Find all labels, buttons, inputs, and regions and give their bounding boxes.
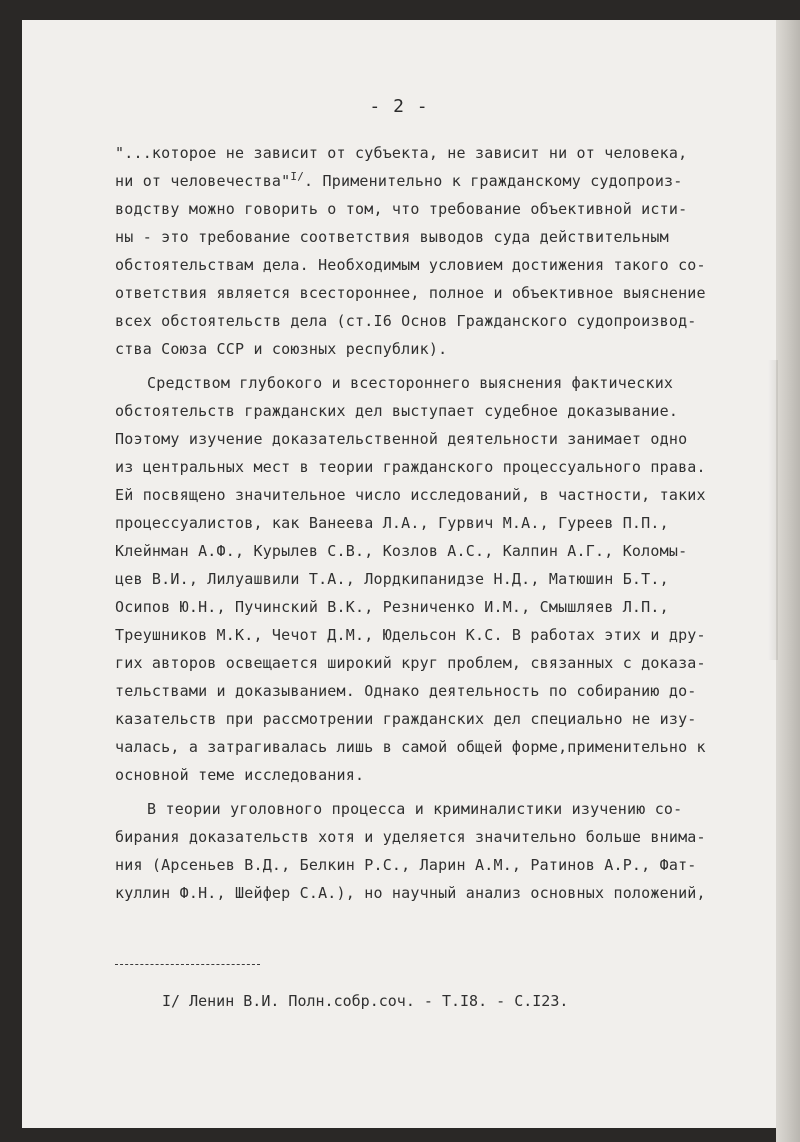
text-line-5: обстоятельствам дела. Необходимым условием достижения такого со- bbox=[115, 256, 706, 274]
page-shadow bbox=[768, 360, 778, 660]
text-line-1: "...которое не зависит от субъекта, не зависит ни от человека, bbox=[115, 144, 688, 162]
text-line-25: бирания доказательств хотя и уделяется значительно больше внима- bbox=[115, 828, 706, 846]
page-edge bbox=[776, 20, 800, 1142]
text-line-6: ответствия является всестороннее, полное и объективное выяснение bbox=[115, 284, 706, 302]
text-line-10: обстоятельств гражданских дел выступает судебное доказывание. bbox=[115, 402, 679, 420]
text-line-9: Средством глубокого и всестороннего выяснения фактических bbox=[147, 374, 674, 392]
text-line-14: процессуалистов, как Ванеева Л.А., Гурвич М.А., Гуреев П.П., bbox=[115, 514, 669, 532]
text-line-24: В теории уголовного процесса и криминалистики изучению со- bbox=[147, 800, 683, 818]
footnote-separator bbox=[115, 964, 260, 965]
text-line-3: водству можно говорить о том, что требование объективной исти- bbox=[115, 200, 688, 218]
text-line-4: ны - это требование соответствия выводов суда действительным bbox=[115, 228, 669, 246]
text-line-18: Треушников М.К., Чечот Д.М., Юдельсон К.С. В работах этих и дру- bbox=[115, 626, 706, 644]
text-line-22: чалась, а затрагивалась лишь в самой общей форме,применительно к bbox=[115, 738, 706, 756]
text-line-15: Клейнман А.Ф., Курылев С.В., Козлов А.С., Калпин А.Г., Коломы- bbox=[115, 542, 688, 560]
footnote: I/ Ленин В.И. Полн.собр.соч. - Т.I8. - С.I23. bbox=[162, 992, 569, 1010]
text-line-12: из центральных мест в теории гражданского процессуального права. bbox=[115, 458, 706, 476]
text-line-11: Поэтому изучение доказательственной деятельности занимает одно bbox=[115, 430, 688, 448]
text-line-23: основной теме исследования. bbox=[115, 766, 365, 784]
text-line-20: тельствами и доказыванием. Однако деятельность по собиранию до- bbox=[115, 682, 697, 700]
text-line-19: гих авторов освещается широкий круг проблем, связанных с доказа- bbox=[115, 654, 706, 672]
text-line-16: цев В.И., Лилуашвили Т.А., Лордкипанидзе Н.Д., Матюшин Б.Т., bbox=[115, 570, 669, 588]
text-line-2: ни от человечества"$^{I/}$. Применительно к гражданскому судопроиз- bbox=[115, 170, 683, 190]
text-line-8: ства Союза ССР и союзных республик). bbox=[115, 340, 448, 358]
text-line-7: всех обстоятельств дела (ст.I6 Основ Гражданского судопроизвод- bbox=[115, 312, 697, 330]
text-line-21: казательств при рассмотрении гражданских дел специально не изу- bbox=[115, 710, 697, 728]
text-line-13: Ей посвящено значительное число исследований, в частности, таких bbox=[115, 486, 706, 504]
text-line-26: ния (Арсеньев В.Д., Белкин Р.С., Ларин А.М., Ратинов А.Р., Фат- bbox=[115, 856, 697, 874]
page-number: - 2 - bbox=[369, 96, 429, 117]
footnote-marker: I/ bbox=[290, 170, 305, 183]
text-line-27: куллин Ф.Н., Шейфер С.А.), но научный анализ основных положений, bbox=[115, 884, 706, 902]
text-line-17: Осипов Ю.Н., Пучинский В.К., Резниченко И.М., Смышляев Л.П., bbox=[115, 598, 669, 616]
document-page bbox=[22, 20, 776, 1128]
